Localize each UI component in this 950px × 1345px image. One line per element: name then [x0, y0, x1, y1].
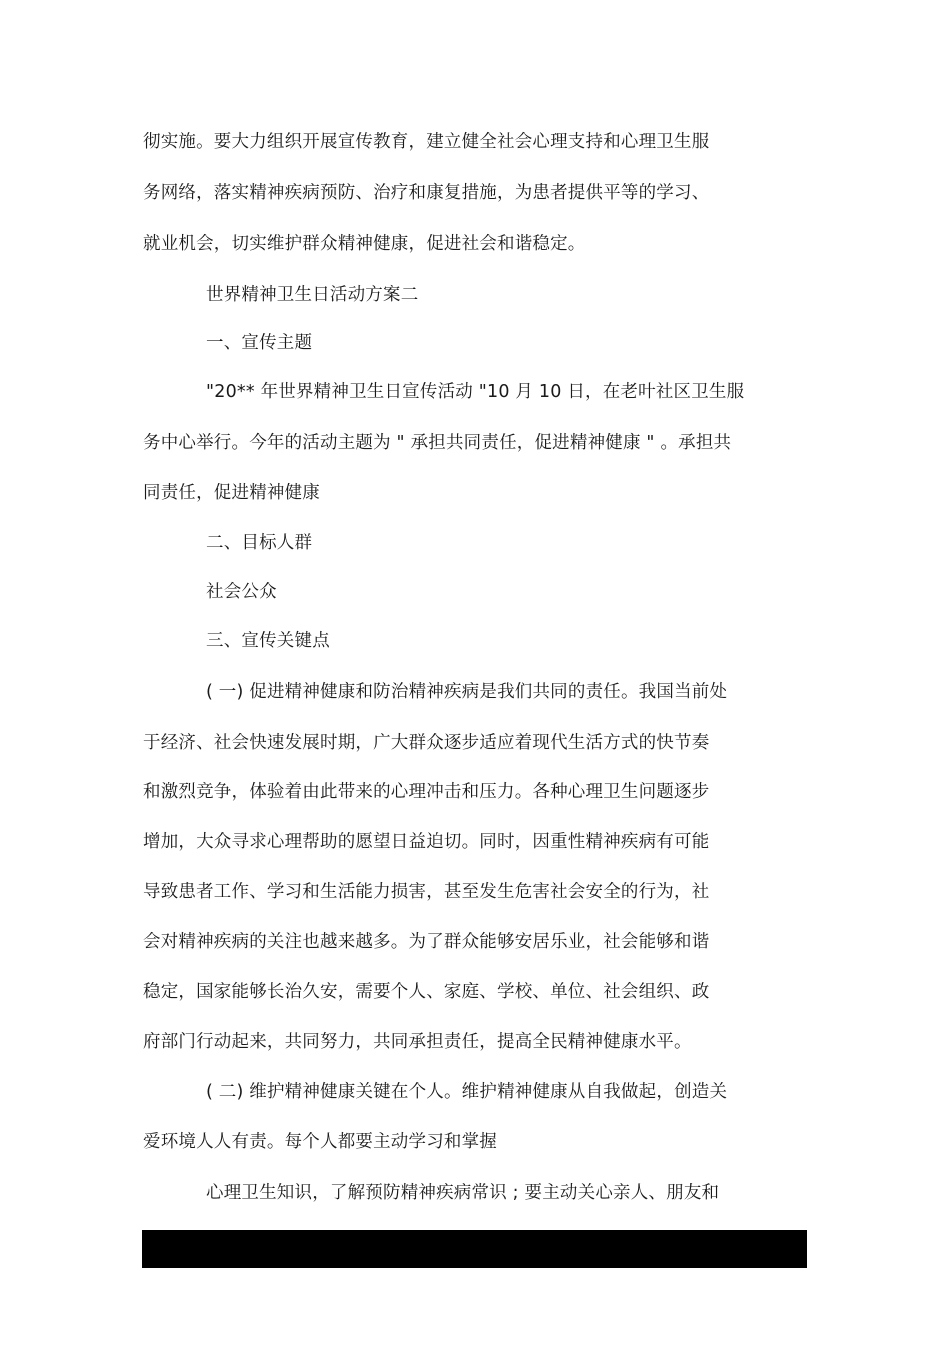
paragraph-line: 导致患者工作、学习和生活能力损害，甚至发生危害社会安全的行为，社	[143, 882, 710, 902]
paragraph-line: 会对精神疾病的关注也越来越多。为了群众能够安居乐业，社会能够和谐	[143, 932, 710, 952]
paragraph-line: ( 二) 维护精神健康关键在个人。维护精神健康从自我做起，创造关	[206, 1082, 728, 1102]
paragraph-line: ( 一) 促进精神健康和防治精神疾病是我们共同的责任。我国当前处	[206, 682, 728, 702]
section-heading: 三、宣传关键点	[206, 631, 330, 651]
paragraph-line: 就业机会，切实维护群众精神健康，促进社会和谐稳定。	[143, 234, 586, 254]
section-heading: 世界精神卫生日活动方案二	[206, 285, 419, 305]
paragraph-line: 彻实施。要大力组织开展宣传教育，建立健全社会心理支持和心理卫生服	[143, 132, 710, 152]
paragraph-line: 务中心举行。今年的活动主题为 " 承担共同责任，促进精神健康 " 。承担共	[143, 433, 732, 453]
footer-bar	[142, 1230, 807, 1268]
paragraph-line: "20** 年世界精神卫生日宣传活动 "10 月 10 日，在老叶社区卫生服	[206, 382, 745, 402]
paragraph-line: 务网络，落实精神疾病预防、治疗和康复措施，为患者提供平等的学习、	[143, 183, 710, 203]
paragraph-line: 稳定，国家能够长治久安，需要个人、家庭、学校、单位、社会组织、政	[143, 982, 710, 1002]
paragraph-line: 于经济、社会快速发展时期，广大群众逐步适应着现代生活方式的快节奏	[143, 733, 710, 753]
section-heading: 二、目标人群	[206, 533, 313, 553]
paragraph-line: 和激烈竞争，体验着由此带来的心理冲击和压力。各种心理卫生问题逐步	[143, 782, 710, 802]
paragraph-line: 心理卫生知识，了解预防精神疾病常识 ; 要主动关心亲人、朋友和	[206, 1183, 720, 1203]
section-heading: 一、宣传主题	[206, 333, 313, 353]
paragraph-line: 府部门行动起来，共同努力，共同承担责任，提高全民精神健康水平。	[143, 1032, 692, 1052]
paragraph-line: 同责任，促进精神健康	[143, 483, 320, 503]
paragraph-line: 社会公众	[206, 582, 277, 602]
paragraph-line: 增加，大众寻求心理帮助的愿望日益迫切。同时，因重性精神疾病有可能	[143, 832, 710, 852]
paragraph-line: 爱环境人人有责。每个人都要主动学习和掌握	[143, 1132, 497, 1152]
